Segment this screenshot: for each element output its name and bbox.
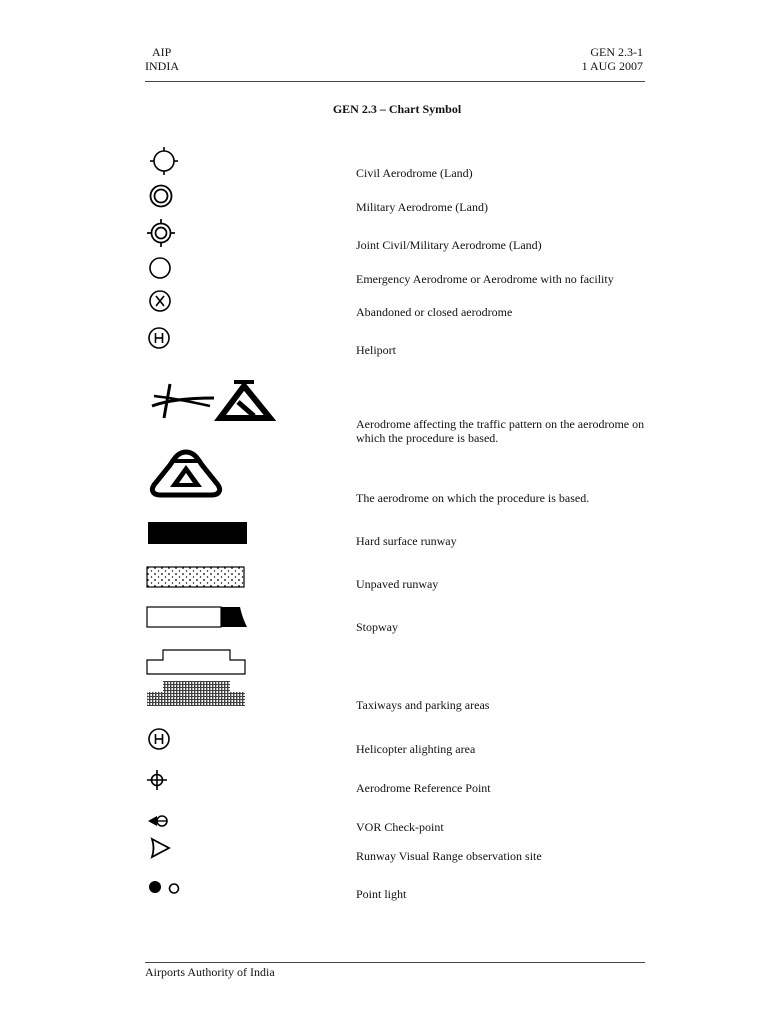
civil-aerodrome-icon: [146, 146, 182, 176]
header-page-ref: GEN 2.3-1: [590, 45, 643, 59]
label-civil-aerodrome: Civil Aerodrome (Land): [356, 166, 473, 180]
label-stopway: Stopway: [356, 620, 398, 634]
stopway-icon: [146, 605, 250, 629]
label-helicopter-alighting: Helicopter alighting area: [356, 742, 476, 756]
joint-aerodrome-icon: [146, 218, 178, 248]
label-military-aerodrome: Military Aerodrome (Land): [356, 200, 488, 214]
header-country: INDIA: [145, 59, 179, 73]
taxiway-parking-icon: [146, 648, 248, 710]
label-abandoned-aerodrome: Abandoned or closed aerodrome: [356, 305, 513, 319]
unpaved-runway-icon: [146, 566, 246, 588]
label-heliport: Heliport: [356, 343, 396, 357]
label-point-light: Point light: [356, 887, 407, 901]
hard-surface-runway-icon: [148, 522, 247, 544]
header-rule: [145, 81, 645, 82]
helicopter-alighting-icon: [147, 727, 173, 753]
abandoned-aerodrome-icon: [148, 289, 174, 315]
vor-checkpoint-icon: [146, 812, 172, 830]
footer-text: Airports Authority of India: [145, 965, 275, 979]
procedure-aerodrome-icon: [148, 447, 224, 499]
label-vor-checkpoint: VOR Check-point: [356, 820, 444, 834]
affecting-aerodrome-icon: [148, 376, 274, 426]
footer-rule: [145, 962, 645, 963]
header-date: 1 AUG 2007: [581, 59, 643, 73]
reference-point-icon: [145, 768, 169, 792]
header-aip: AIP: [152, 45, 172, 59]
label-joint-aerodrome: Joint Civil/Military Aerodrome (Land): [356, 238, 542, 252]
rvr-site-icon: [148, 836, 174, 860]
label-procedure-aerodrome: The aerodrome on which the procedure is based.: [356, 491, 590, 505]
label-unpaved-runway: Unpaved runway: [356, 577, 439, 591]
label-taxiway-parking: Taxiways and parking areas: [356, 698, 490, 712]
emergency-aerodrome-icon: [148, 256, 174, 282]
label-emergency-aerodrome: Emergency Aerodrome or Aerodrome with no facility: [356, 272, 614, 286]
label-reference-point: Aerodrome Reference Point: [356, 781, 491, 795]
label-hard-surface-runway: Hard surface runway: [356, 534, 457, 548]
label-affecting-aerodrome: Aerodrome affecting the traffic pattern on the aerodrome on which the procedure is based.: [356, 417, 645, 445]
label-rvr-site: Runway Visual Range observation site: [356, 849, 542, 863]
heliport-icon: [147, 326, 173, 352]
point-light-icon: [148, 879, 182, 897]
military-aerodrome-icon: [148, 183, 176, 209]
page-title: GEN 2.3 – Chart Symbol: [332, 102, 462, 116]
